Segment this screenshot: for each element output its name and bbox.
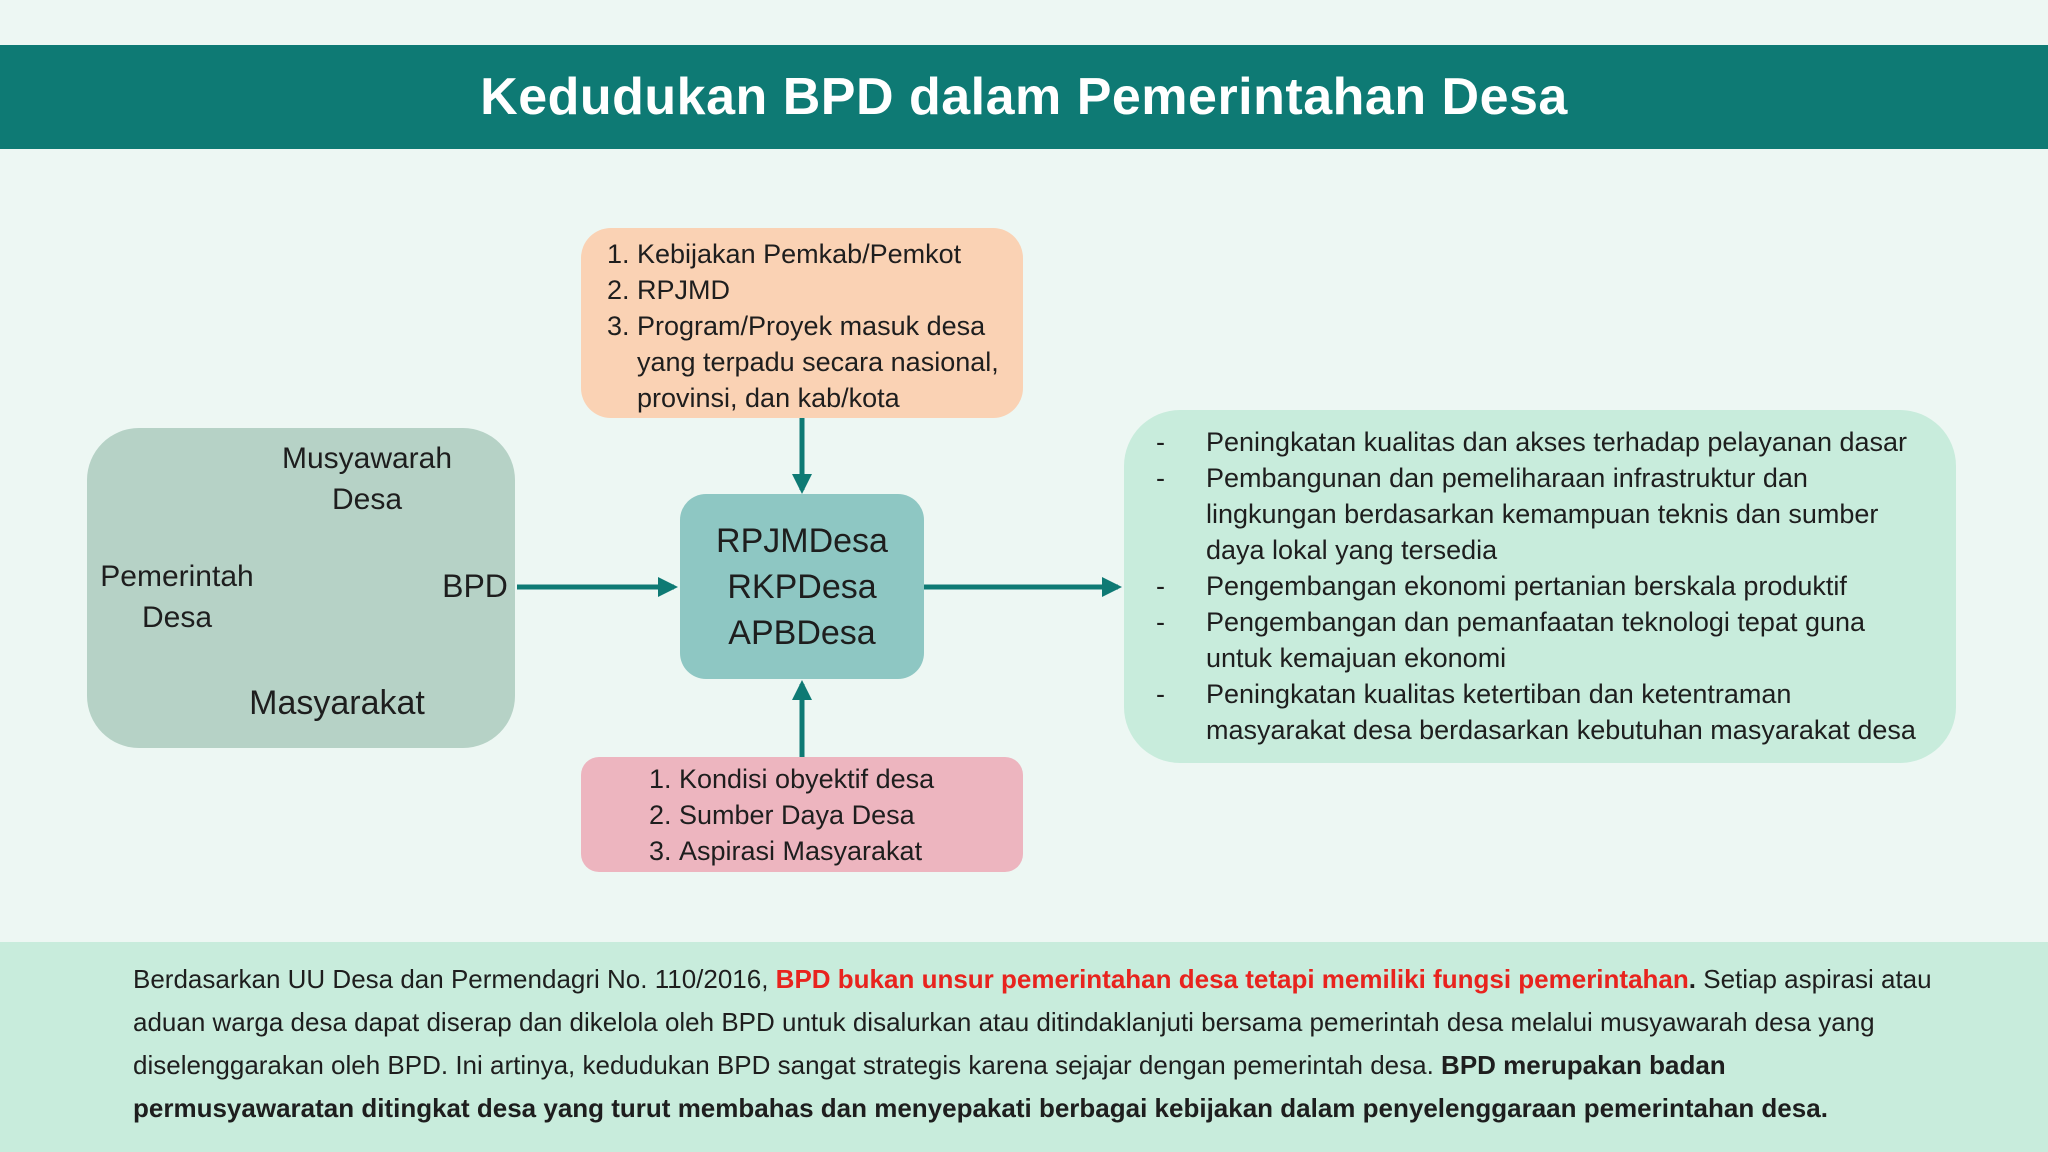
actor-pemerintah-desa: [87, 556, 267, 638]
dash-marker: -: [1156, 679, 1165, 709]
actors-box: [87, 428, 515, 748]
outcome-item: [1156, 604, 1926, 676]
top-inputs-list: [607, 236, 1003, 416]
item-text: Program/Proyek masuk desa yang terpadu secara nasional, provinsi, dan kab/kota: [637, 311, 999, 413]
item-number: 3.: [607, 311, 630, 341]
outcome-text: Peningkatan kualitas dan akses terhadap pelayanan dasar: [1206, 427, 1907, 457]
item-number: 1.: [649, 764, 672, 794]
outcome-item: [1156, 424, 1926, 460]
doc-apbdesa: APBDesa: [728, 613, 876, 652]
doc-rpjmdesa: RPJMDesa: [716, 521, 888, 560]
summary-middle: Setiap aspirasi atau aduan warga desa dapat diserap dan dikelola oleh BPD untuk disalurkan atau ditindaklanjuti bersama pemerintah desa melalui musyawarah desa yang diselenggarakan oleh BPD. Ini artinya, kedudukan BPD sangat strategis karena sejajar dengan pemerintah desa.: [133, 964, 1932, 1080]
item-text: Sumber Daya Desa: [679, 800, 915, 830]
top-inputs-box: [581, 228, 1023, 418]
actor-masyarakat: Masyarakat: [249, 684, 425, 722]
item-number: 3.: [649, 836, 672, 866]
outcomes-box: [1124, 410, 1956, 763]
outcome-text: Pembangunan dan pemeliharaan infrastruktur dan lingkungan berdasarkan kemampuan teknis dan sumber daya lokal yang tersedia: [1206, 463, 1879, 565]
summary-paragraph: [133, 958, 1933, 1130]
list-item: [649, 833, 1003, 869]
summary-intro: Berdasarkan UU Desa dan Permendagri No. 110/2016,: [133, 964, 776, 994]
outcome-item: [1156, 676, 1926, 748]
item-text: Kebijakan Pemkab/Pemkot: [637, 239, 962, 269]
summary-highlight-end: .: [1688, 964, 1696, 994]
outcome-text: Pengembangan dan pemanfaatan teknologi tepat guna untuk kemajuan ekonomi: [1206, 607, 1866, 673]
outcomes-list: [1156, 424, 1926, 748]
actor-bpd: BPD: [442, 568, 508, 604]
bottom-inputs-list: [649, 761, 1003, 869]
item-text: RPJMD: [637, 275, 730, 305]
summary-highlight: BPD bukan unsur pemerintahan desa tetapi memiliki fungsi pemerintahan: [775, 964, 1689, 994]
actor-musyawarah-desa: [247, 438, 487, 520]
list-item: [607, 272, 1003, 308]
list-item: [649, 797, 1003, 833]
outcome-item: [1156, 460, 1926, 568]
outcome-item: [1156, 568, 1926, 604]
dash-marker: -: [1156, 607, 1165, 637]
item-number: 2.: [649, 800, 672, 830]
actor-musyawarah-label: Musyawarah Desa: [281, 442, 453, 516]
item-text: Aspirasi Masyarakat: [679, 836, 923, 866]
item-number: 1.: [607, 239, 630, 269]
actor-pemerintah-label: Pemerintah Desa: [100, 560, 254, 634]
dash-marker: -: [1156, 463, 1165, 493]
bottom-inputs-box: [581, 757, 1023, 872]
outcome-text: Peningkatan kualitas ketertiban dan ketentraman masyarakat desa berdasarkan kebutuhan masyarakat desa: [1206, 679, 1916, 745]
dash-marker: -: [1156, 571, 1165, 601]
doc-rkpdesa: RKPDesa: [727, 567, 877, 606]
list-item: [607, 236, 1003, 272]
list-item: [649, 761, 1003, 797]
list-item: [607, 308, 1003, 416]
item-number: 2.: [607, 275, 630, 305]
page-title: Kedudukan BPD dalam Pemerintahan Desa: [480, 68, 1568, 126]
item-text: Kondisi obyektif desa: [679, 764, 935, 794]
planning-documents-box: [680, 494, 924, 679]
dash-marker: -: [1156, 427, 1165, 457]
summary-conclusion: BPD merupakan badan permusyawaratan ditingkat desa yang turut membahas dan menyepakati berbagai kebijakan dalam penyelenggaraan pemerintahan desa.: [133, 1050, 1828, 1123]
outcome-text: Pengembangan ekonomi pertanian berskala produktif: [1206, 571, 1847, 601]
